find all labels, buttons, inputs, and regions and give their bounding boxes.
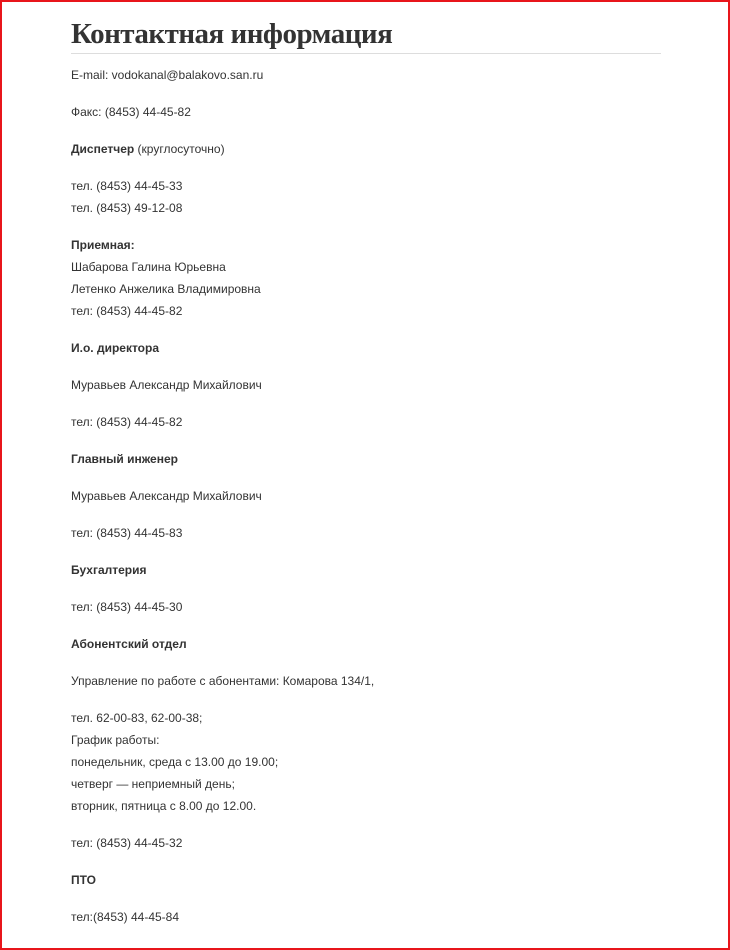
chief-engineer-name: Муравьев Александр Михайлович (71, 489, 262, 503)
reception-person-2: Летенко Анжелика Владимировна (71, 282, 261, 296)
main-content (71, 0, 661, 928)
director-phone: тел: (8453) 44-45-82 (71, 415, 183, 429)
chief-engineer-phone: тел: (8453) 44-45-83 (71, 526, 183, 540)
page-title: Контактная информация (71, 17, 661, 54)
director-name: Муравьев Александр Михайлович (71, 378, 262, 392)
reception-phone: тел: (8453) 44-45-82 (71, 304, 183, 318)
subscriber-phones: тел. 62-00-83, 62-00-38; (71, 711, 203, 725)
subscriber-address: Управление по работе с абонентами: Комарова 134/1, (71, 674, 375, 688)
subscriber-heading: Абонентский отдел (71, 637, 187, 651)
dispatcher-phone-1: тел. (8453) 44-45-33 (71, 179, 183, 193)
subscriber-schedule-2: четверг — неприемный день; (71, 777, 235, 791)
email-line: E-mail: vodokanal@balakovo.san.ru (71, 68, 264, 82)
director-heading: И.о. директора (71, 341, 160, 355)
dispatcher-heading: Диспетчер (71, 142, 135, 156)
reception-person-1: Шабарова Галина Юрьевна (71, 260, 226, 274)
pto-heading: ПТО (71, 873, 96, 887)
fax-line: Факс: (8453) 44-45-82 (71, 105, 191, 119)
subscriber-phone: тел: (8453) 44-45-32 (71, 836, 183, 850)
subscriber-schedule-1: понедельник, среда с 13.00 до 19.00; (71, 755, 279, 769)
accounting-phone: тел: (8453) 44-45-30 (71, 600, 183, 614)
dispatcher-phone-2: тел. (8453) 49-12-08 (71, 201, 183, 215)
dispatcher-note: (круглосуточно) (134, 142, 225, 156)
dispatcher-heading-line (71, 138, 661, 160)
accounting-heading: Бухгалтерия (71, 563, 147, 577)
subscriber-schedule-3: вторник, пятница с 8.00 до 12.00. (71, 799, 257, 813)
reception-heading: Приемная: (71, 238, 135, 252)
subscriber-schedule-label: График работы: (71, 733, 160, 747)
chief-engineer-heading: Главный инженер (71, 452, 178, 466)
pto-phone: тел:(8453) 44-45-84 (71, 910, 180, 924)
